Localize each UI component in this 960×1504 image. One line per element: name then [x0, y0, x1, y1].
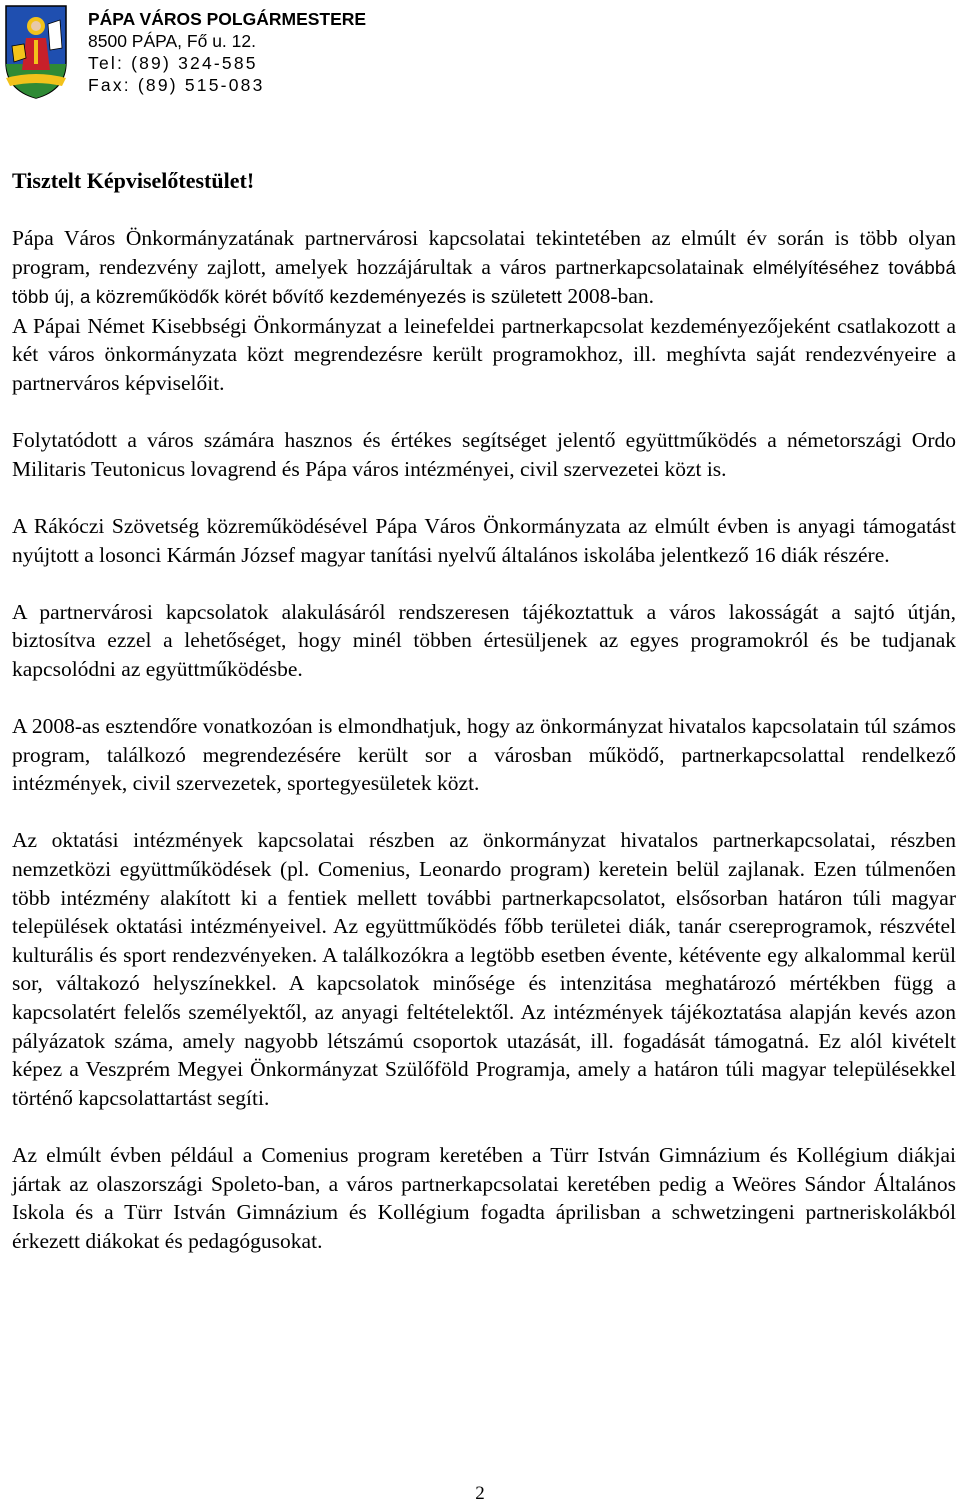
paragraph: Az elmúlt évben például a Comenius program keretében a Türr István Gimnázium és Kollégium diákjai jártak az olaszországi Spoleto-ban, a város partnerkapcsolatai keretében pedig a Weöres Sándor Általános Iskola és a Türr István Gimnázium és Kollégium fogadta áprilisban a schwetzingeni partneriskolákból érkezett diákokat és pedagógusokat. [12, 1143, 956, 1253]
org-name: PÁPA VÁROS POLGÁRMESTERE [88, 9, 367, 29]
paragraph-text: 2008-ban. [562, 284, 654, 309]
letterhead-text [88, 8, 488, 96]
paragraph: A Rákóczi Szövetség közreműködésével Pápa Város Önkormányzata az elmúlt évben is anyagi támogatást nyújtott a losonci Kármán József magyar tanítási nyelvű általános iskolába jelentkező 16 diák részére. [12, 513, 956, 567]
phone: Tel: (89) 324-585 [88, 53, 258, 73]
paragraph [12, 224, 956, 312]
page-number: 2 [475, 1483, 485, 1504]
address: 8500 PÁPA, Fő u. 12. [88, 31, 256, 51]
paragraph: A Pápai Német Kisebbségi Önkormányzat a leinefeldei partnerkapcsolat kezdeményezőjeként csatlakozott a két város önkormányzata közt megrendezésre került programokhoz, ill. meghívta saját rendezvényeire a partnerváros képviselőit. [12, 313, 956, 395]
salutation: Tisztelt Képviselőtestület! [12, 168, 255, 193]
paragraph-text: Pápa Város Önkormányzatának partnervárosi kapcsolatai tekintetében az elmúlt év során is több olyan program, rendezvény zajlott, amelyek hozzájárultak a város partnerkapcsolatainak [12, 226, 956, 279]
paragraph: Az oktatási intézmények kapcsolatai részben az önkormányzat hivatalos partnerkapcsolatai, részben nemzetközi együttműködések (pl. Comenius, Leonardo program) keretein belül zajlanak. Ezen túlmenően több intézmény alakított ki a fentiek mellett további partnerkapcsolatot, elsősorban határon túli magyar települések oktatási intézményeivel. Az együttműködés főbb területei diák, tanár csereprogramok, részvétel kulturális és sport rendezvényeken. A találkozókra a legtöbb esetben évente, kétévente egy alkalommal kerül sor, váltakozó helyszínekkel. A kapcsolatok minősége és intenzitása meghatározó mértékben függ a kapcsolatért felelős személyektől, az anyagi feltételektől. Az intézmények tájékoztatása alapján kevés azon pályázatok száma, amely nagyobb létszámú csoportok utazását, ill. fogadását támogatná. Ez alól kivételt képez a Veszprém Megyei Önkormányzat Szülőföld Programja, amely a határon túli magyar településekkel történő kapcsolattartást segíti. [12, 828, 956, 1110]
letter-body [12, 224, 956, 1255]
paragraph-text-sans: elmélyítéséhez továbbá több új, a közreműködők körét bővítő kezdeményezés is született [12, 256, 956, 308]
paragraph: A partnervárosi kapcsolatok alakulásáról rendszeresen tájékoztattuk a város lakosságát a sajtó útján, biztosítva ezzel a lehetőséget, hogy minél többen értesüljenek az egyes programokról és be tudjanak kapcsolódni az együttműködésbe. [12, 599, 956, 681]
coat-of-arms-icon [4, 4, 68, 100]
paragraph: Folytatódott a város számára hasznos és értékes segítséget jelentő együttműködés a németországi Ordo Militaris Teutonicus lovagrend és Pápa város intézményei, civil szervezetei közt is. [12, 428, 956, 481]
paragraph: A 2008-as esztendőre vonatkozóan is elmondhatjuk, hogy az önkormányzat hivatalos kapcsolatain túl számos program, találkozó megrendezésére került sor a városban működő, partnerkapcsolattal rendelkező intézmények, civil szervezetek, sportegyesületek közt. [12, 714, 956, 796]
fax: Fax: (89) 515-083 [88, 75, 265, 95]
